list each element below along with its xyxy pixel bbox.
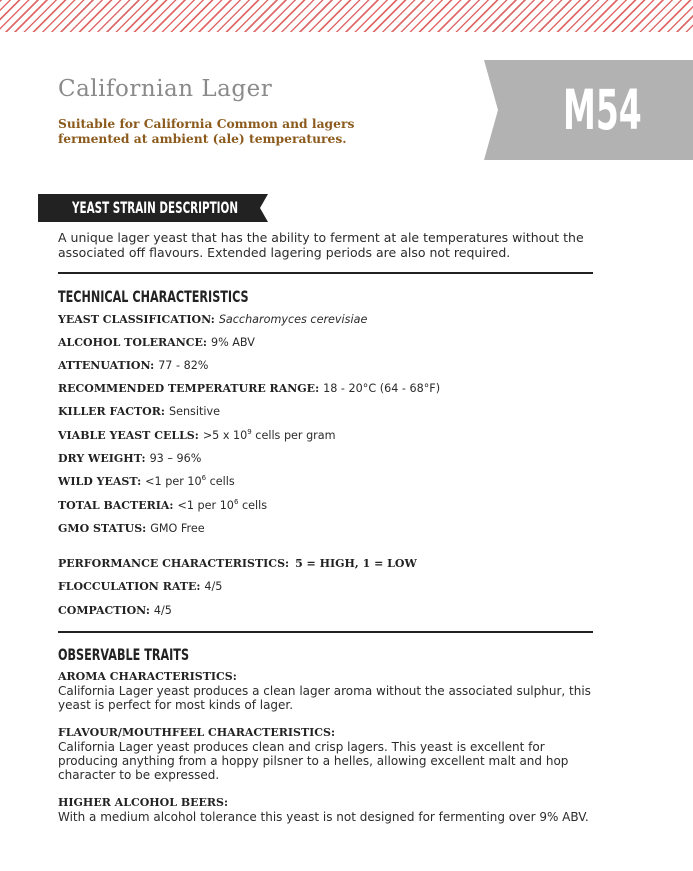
spec-wild-yeast [58, 475, 235, 489]
spec-alcohol-tolerance [58, 336, 255, 350]
technical-heading: TECHNICAL CHARACTERISTICS [58, 287, 249, 306]
trait-text-flavour: California Lager yeast produces clean and crisp lagers. This yeast is excellent for producing anything from a hoppy pilsner to a helles, allowing excellent malt and hop character to be expressed. [58, 740, 569, 782]
spec-flocculation [58, 580, 222, 594]
traits-heading: OBSERVABLE TRAITS [58, 645, 190, 664]
spec-value: <1 per $10^6$ cells [177, 498, 268, 512]
spec-gmo-status [58, 522, 205, 536]
spec-compaction [58, 604, 172, 618]
spec-yeast-classification [58, 313, 367, 327]
page-title: Californian Lager [58, 76, 273, 102]
spec-value: 4/5 [153, 604, 172, 617]
spec-dry-weight [58, 452, 201, 466]
performance-scale: 5 = HIGH, 1 = LOW [295, 557, 417, 570]
spec-value: 9% ABV [210, 336, 255, 349]
spec-value: 77 - 82% [158, 359, 209, 372]
performance-label: PERFORMANCE CHARACTERISTICS: [58, 557, 290, 570]
trait-label-flavour: FLAVOUR/MOUTHFEEL CHARACTERISTICS: [58, 726, 336, 739]
spec-label: VIABLE YEAST CELLS: [58, 429, 199, 442]
spec-value: 18 - 20°C (64 - 68°F) [323, 382, 441, 395]
spec-label: WILD YEAST: [58, 475, 142, 488]
spec-value: >5 x $10^9$ cells per gram [202, 428, 336, 442]
spec-killer-factor [58, 405, 220, 419]
trait-label-higher-alcohol: HIGHER ALCOHOL BEERS: [58, 796, 229, 809]
spec-label: ALCOHOL TOLERANCE: [58, 336, 207, 349]
spec-value: GMO Free [150, 522, 205, 535]
spec-temperature-range [58, 382, 440, 396]
divider [58, 631, 593, 633]
strain-code: M54 [563, 78, 642, 142]
strain-description: A unique lager yeast that has the ability to ferment at ale temperatures without the associated off flavours. Extended lagering periods are also not required. [58, 230, 584, 260]
performance-heading [58, 557, 417, 571]
spec-label: KILLER FACTOR: [58, 405, 165, 418]
page-subtitle: Suitable for California Common and lagers fermented at ambient (ale) temperatures. [58, 116, 355, 146]
decorative-stripe-band [0, 0, 693, 32]
spec-attenuation [58, 359, 208, 373]
spec-label: GMO STATUS: [58, 522, 147, 535]
trait-text-higher-alcohol: With a medium alcohol tolerance this yeast is not designed for fermenting over 9% ABV. [58, 810, 589, 824]
trait-label-aroma: AROMA CHARACTERISTICS: [58, 670, 237, 683]
spec-label: DRY WEIGHT: [58, 452, 146, 465]
spec-value: 93 – 96% [149, 452, 202, 465]
spec-label: RECOMMENDED TEMPERATURE RANGE: [58, 382, 320, 395]
spec-total-bacteria [58, 499, 267, 513]
spec-viable-yeast-cells [58, 429, 336, 443]
spec-label: TOTAL BACTERIA: [58, 499, 174, 512]
trait-text-aroma: California Lager yeast produces a clean lager aroma without the associated sulphur, this yeast is perfect for most kinds of lager. [58, 684, 591, 712]
spec-label: YEAST CLASSIFICATION: [58, 313, 215, 326]
spec-value: Saccharomyces cerevisiae [218, 313, 368, 326]
spec-label: ATTENUATION: [58, 359, 155, 372]
spec-label: FLOCCULATION RATE: [58, 580, 201, 593]
spec-value: <1 per $10^6$ cells [145, 474, 235, 488]
spec-value: Sensitive [168, 405, 220, 418]
spec-value: 4/5 [204, 580, 223, 593]
spec-label: COMPACTION: [58, 604, 150, 617]
section-banner-label: YEAST STRAIN DESCRIPTION [72, 198, 239, 217]
divider [58, 272, 593, 274]
